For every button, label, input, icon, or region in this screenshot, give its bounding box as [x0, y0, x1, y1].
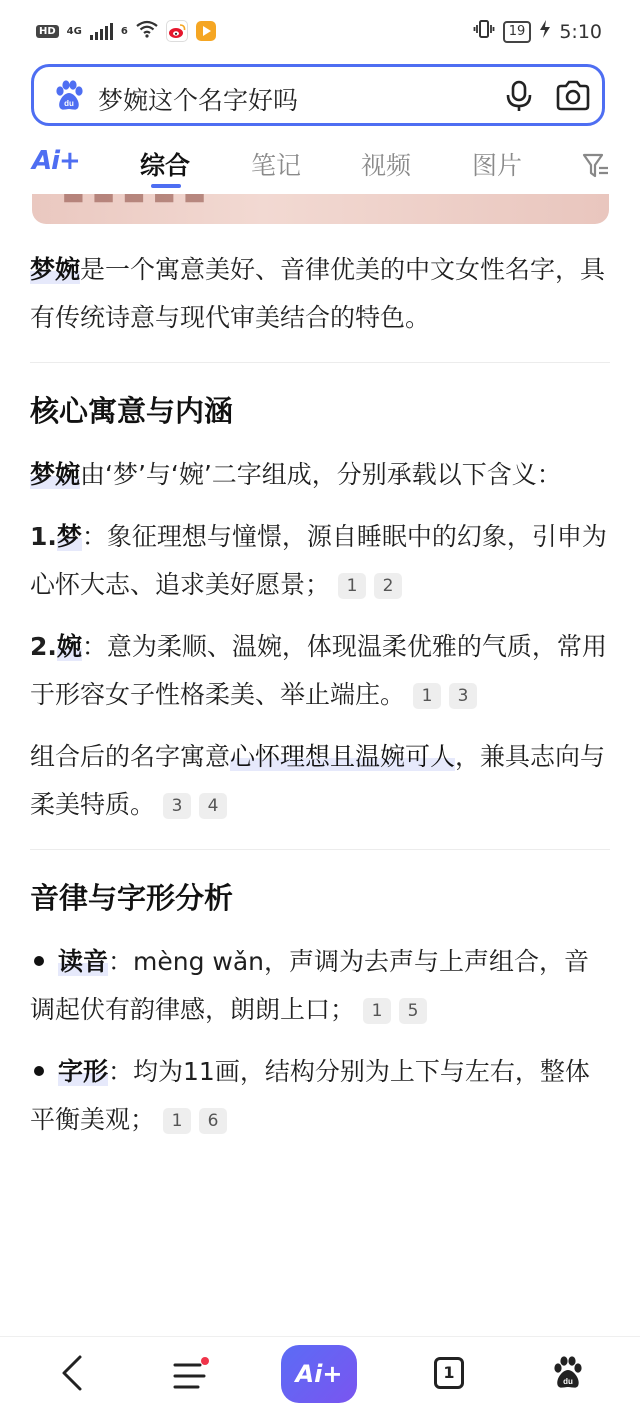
- baidu-home-icon[interactable]: [551, 1355, 585, 1391]
- bullet-item: 读音：mèng wǎn，声调为去声与上声组合，音调起伏有韵律感，朗朗上口； 1 5: [30, 947, 590, 1024]
- vibrate-icon: [473, 18, 495, 45]
- list-item: 1.梦：象征理想与憧憬，源自睡眠中的幻象，引申为心怀大志、追求美好愿景； 1 2: [30, 522, 607, 599]
- list-item: 2.婉：意为柔顺、温婉，体现温柔优雅的气质，常用于形容女子性格柔美、举止端庄。 1 3: [30, 632, 607, 709]
- status-left: [36, 20, 216, 42]
- search-box[interactable]: [31, 64, 605, 126]
- charging-icon: [539, 19, 551, 44]
- divider: [30, 849, 610, 850]
- summary-paragraph: 组合后的名字寓意心怀理想且温婉可人，兼具志向与柔美特质。 3 4: [30, 742, 606, 819]
- bottom-nav-bar: [0, 1336, 640, 1413]
- term-highlight[interactable]: 读音: [58, 947, 109, 976]
- citation-badge[interactable]: 6: [199, 1108, 227, 1134]
- svg-text:du: du: [64, 99, 74, 108]
- term-highlight[interactable]: 婉: [56, 632, 82, 661]
- tabs-count-button[interactable]: 1: [434, 1357, 464, 1389]
- term-highlight[interactable]: 梦: [56, 522, 82, 551]
- result-tabs: [0, 134, 640, 192]
- ai-tab-logo[interactable]: Ai+: [32, 146, 80, 176]
- intro-paragraph: 梦婉是一个寓意美好、音律优美的中文女性名字，具有传统诗意与现代审美结合的特色。: [30, 255, 606, 332]
- bullet-dot: [34, 1066, 44, 1076]
- summary-highlight[interactable]: 心怀理想且温婉可人: [230, 742, 456, 771]
- status-bar: [0, 0, 640, 62]
- citation-badge[interactable]: 1: [363, 998, 391, 1024]
- wifi-icon: [136, 20, 158, 42]
- microphone-icon[interactable]: [502, 79, 536, 113]
- menu-icon[interactable]: [172, 1357, 210, 1393]
- citation-badge[interactable]: 4: [199, 793, 227, 819]
- weibo-icon: [166, 20, 188, 42]
- divider: [30, 362, 610, 363]
- tab-notes[interactable]: 笔记: [251, 151, 302, 180]
- network-type: 4G: [66, 25, 82, 37]
- clock: 5:10: [559, 20, 602, 43]
- filter-icon[interactable]: [582, 152, 610, 180]
- tab-images[interactable]: 图片: [472, 151, 523, 180]
- section-heading-phonetics: 音律与字形分析: [30, 881, 234, 915]
- citation-badge[interactable]: 3: [163, 793, 191, 819]
- video-app-icon: [196, 21, 216, 41]
- bullet-dot: [34, 956, 44, 966]
- baidu-paw-icon: [52, 79, 86, 113]
- section-heading-meaning: 核心寓意与内涵: [30, 394, 234, 428]
- citation-badge[interactable]: 1: [413, 683, 441, 709]
- ai-assistant-button[interactable]: Ai+: [281, 1345, 357, 1403]
- citation-badge[interactable]: 3: [449, 683, 477, 709]
- tab-comprehensive[interactable]: 综合: [140, 151, 191, 180]
- bullet-item: 字形：均为11画，结构分别为上下与左右，整体平衡美观； 1 6: [30, 1057, 590, 1134]
- battery-icon: 19: [503, 21, 532, 43]
- citation-badge[interactable]: 1: [163, 1108, 191, 1134]
- signal-icon: [90, 22, 113, 40]
- name-highlight[interactable]: 梦婉: [30, 460, 81, 489]
- ai-answer: [30, 246, 610, 1144]
- hd-badge: HD: [36, 25, 59, 38]
- citation-badge[interactable]: 2: [374, 573, 402, 599]
- section-lead: 梦婉由‘梦’与‘婉’二字组成，分别承载以下含义：: [30, 460, 562, 489]
- active-tab-indicator: [151, 184, 181, 188]
- status-right: [473, 18, 602, 45]
- back-icon[interactable]: [58, 1353, 86, 1393]
- image-banner-remnant: ▬ ▬ ▬ ▬ ▬: [32, 194, 609, 224]
- citation-badge[interactable]: 1: [338, 573, 366, 599]
- citation-badge[interactable]: 5: [399, 998, 427, 1024]
- camera-icon[interactable]: [554, 79, 592, 113]
- network-type-2: 6: [120, 25, 128, 37]
- tab-videos[interactable]: 视频: [361, 151, 412, 180]
- search-query[interactable]: 梦婉这个名字好吗: [98, 86, 299, 115]
- term-highlight[interactable]: 字形: [58, 1057, 109, 1086]
- name-highlight[interactable]: 梦婉: [30, 255, 81, 284]
- svg-text:du: du: [563, 1377, 573, 1386]
